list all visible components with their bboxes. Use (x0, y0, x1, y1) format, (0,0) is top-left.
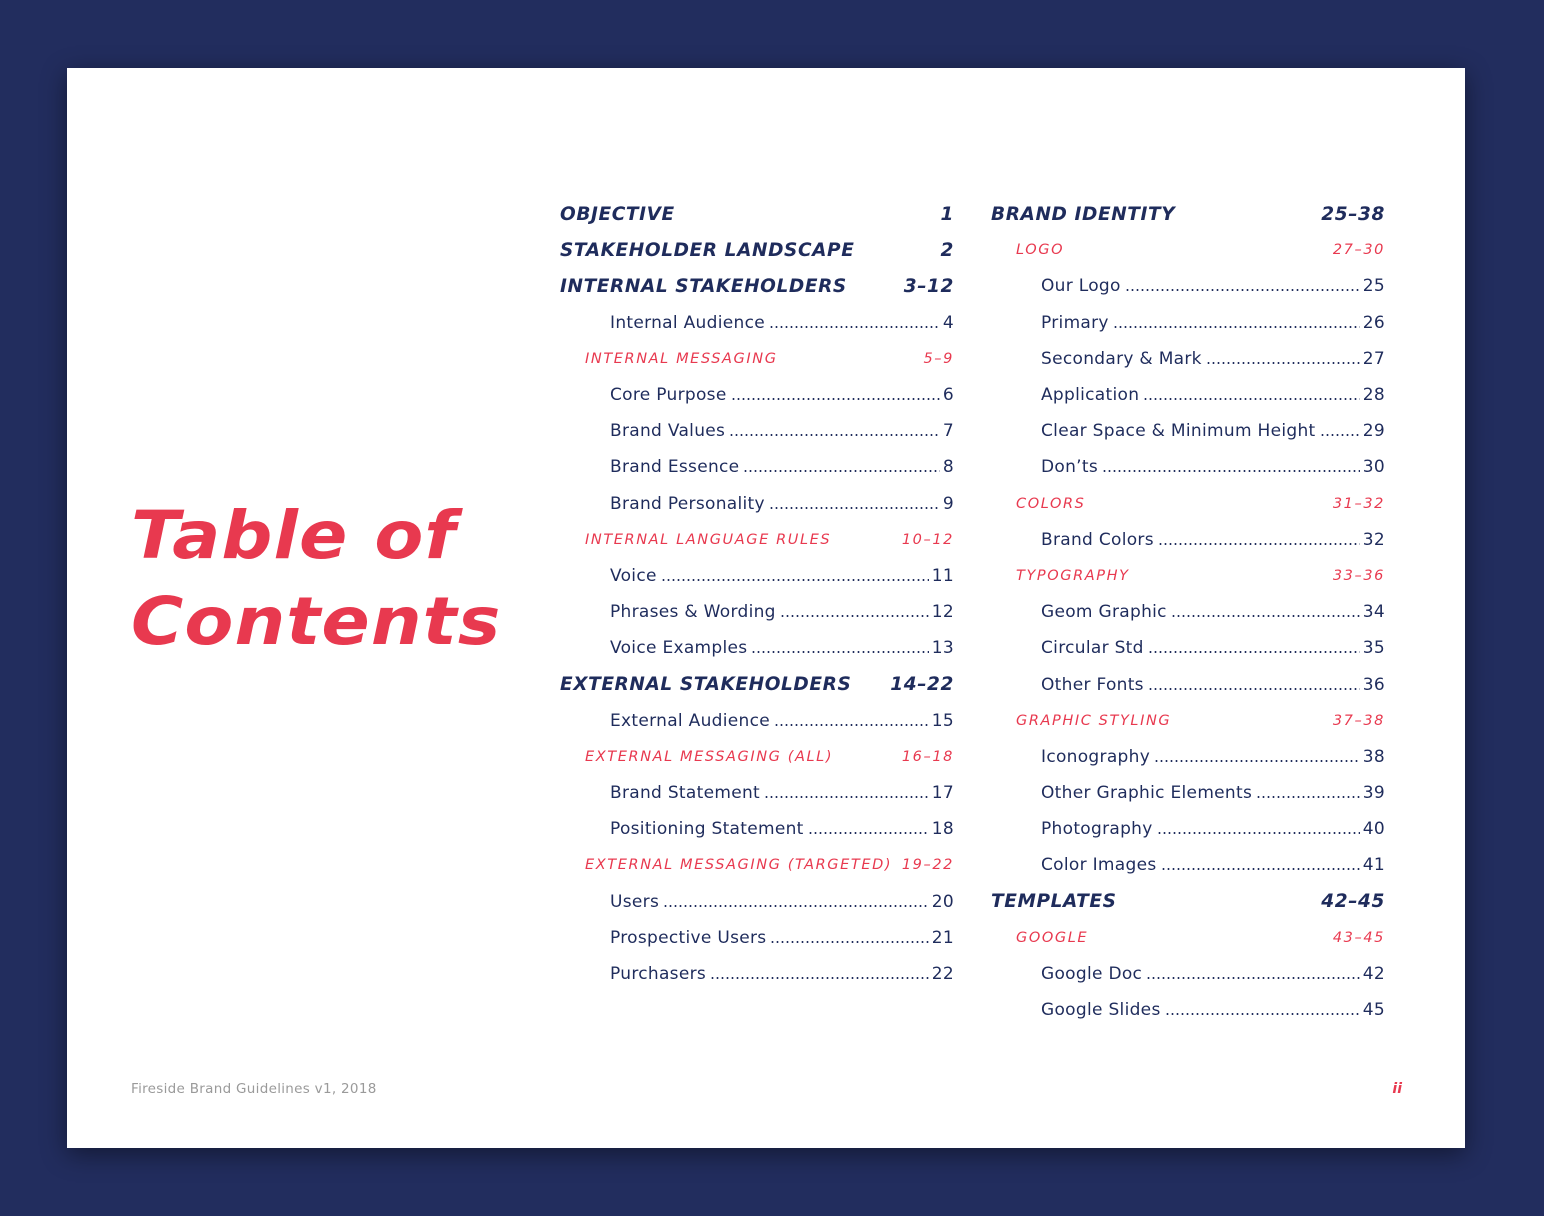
dot-leader (1125, 289, 1360, 291)
toc-entry-label: External Audience (610, 710, 770, 731)
toc-entry-page: 36 (1362, 674, 1385, 695)
toc-entry-label: Google Slides (1041, 1000, 1161, 1021)
toc-entry-label: EXTERNAL MESSAGING (ALL) (585, 748, 834, 765)
toc-entry-label: Brand Essence (610, 457, 740, 478)
dot-leader (1143, 398, 1359, 400)
toc-entry-page: 11 (931, 565, 954, 586)
toc-entry (991, 992, 1385, 1028)
toc-entry (560, 413, 954, 449)
toc-entry-page: 27 (1362, 348, 1385, 369)
toc-entry-label: Primary (1041, 312, 1109, 333)
toc-entry-page: 4 (942, 312, 954, 333)
toc-entry-label: Don’ts (1041, 457, 1098, 478)
toc-entry-page: 25–38 (1321, 203, 1385, 225)
toc-entry-label: INTERNAL STAKEHOLDERS (560, 275, 847, 297)
toc-entry-page: 30 (1362, 457, 1385, 478)
toc-entry (991, 630, 1385, 666)
toc-entry-label: OBJECTIVE (560, 203, 675, 225)
toc-entry (991, 268, 1385, 304)
toc-entry-label: Brand Personality (610, 493, 765, 514)
toc-entry-page: 40 (1362, 819, 1385, 840)
toc-entry-page: 28 (1362, 385, 1385, 406)
toc-section-heading (560, 196, 954, 232)
dot-leader (710, 977, 929, 979)
toc-entry-label: BRAND IDENTITY (991, 203, 1176, 225)
toc-entry-page: 15 (931, 710, 954, 731)
toc-entry-page: 22 (931, 964, 954, 985)
toc-section-heading (560, 268, 954, 304)
toc-entry-label: Secondary & Mark (1041, 348, 1202, 369)
toc-entry-page: 39 (1362, 783, 1385, 804)
toc-entry (560, 811, 954, 847)
toc-entry-label: Application (1041, 385, 1140, 406)
toc-entry-page: 33–36 (1332, 567, 1385, 584)
toc-entry-label: Core Purpose (610, 385, 727, 406)
toc-entry (991, 522, 1385, 558)
toc-entry-page: 35 (1362, 638, 1385, 659)
toc-entry (560, 449, 954, 485)
dot-leader (769, 326, 940, 328)
toc-entry-page: 6 (942, 385, 954, 406)
toc-entry-label: Other Fonts (1041, 674, 1144, 695)
toc-entry-label: EXTERNAL MESSAGING (TARGETED) (585, 857, 893, 874)
toc-entry-page: 38 (1362, 746, 1385, 767)
toc-entry-page: 13 (931, 638, 954, 659)
toc-subsection-heading (560, 341, 954, 377)
footer-text: Fireside Brand Guidelines v1, 2018 (131, 1081, 377, 1097)
toc-entry (560, 558, 954, 594)
toc-section-heading (560, 232, 954, 268)
toc-entry-page: 9 (942, 493, 954, 514)
toc-entry-page: 18 (931, 819, 954, 840)
toc-entry-label: Positioning Statement (610, 819, 804, 840)
dot-leader (1154, 760, 1360, 762)
toc-entry (991, 594, 1385, 630)
dot-leader (1148, 651, 1360, 653)
toc-section-heading (560, 666, 954, 702)
toc-entry-page: 19–22 (901, 857, 954, 874)
toc-entry-label: Photography (1041, 819, 1153, 840)
dot-leader (1148, 688, 1360, 690)
dot-leader (1161, 868, 1360, 870)
toc-entry (560, 305, 954, 341)
toc-entry-label: Phrases & Wording (610, 602, 776, 623)
toc-entry-page: 41 (1362, 855, 1385, 876)
toc-entry-page: 32 (1362, 529, 1385, 550)
toc-entry (560, 594, 954, 630)
toc-entry-label: LOGO (1016, 242, 1065, 259)
dot-leader (1171, 615, 1360, 617)
toc-entry-label: TYPOGRAPHY (1016, 567, 1130, 584)
dot-leader (1146, 977, 1360, 979)
toc-entry-label: Our Logo (1041, 276, 1121, 297)
toc-entry-page: 43–45 (1332, 929, 1385, 946)
dot-leader (770, 941, 928, 943)
toc-entry-label: GOOGLE (1016, 929, 1089, 946)
toc-entry (991, 449, 1385, 485)
toc-subsection-heading (991, 486, 1385, 522)
dot-leader (1102, 470, 1360, 472)
toc-subsection-heading (560, 847, 954, 883)
toc-entry-label: Prospective Users (610, 927, 767, 948)
toc-entry-page: 10–12 (901, 531, 954, 548)
toc-entry-page: 12 (931, 602, 954, 623)
toc-entry (991, 811, 1385, 847)
toc-entry-page: 16–18 (901, 748, 954, 765)
title-line-2: Contents (131, 583, 502, 660)
toc-entry-label: STAKEHOLDER LANDSCAPE (560, 239, 855, 261)
toc-entry-label: Internal Audience (610, 312, 765, 333)
toc-subsection-heading (991, 703, 1385, 739)
dot-leader (1113, 326, 1360, 328)
toc-entry-label: COLORS (1016, 495, 1086, 512)
toc-entry-label: Voice (610, 565, 657, 586)
toc-entry-page: 29 (1362, 421, 1385, 442)
toc-entry-page: 1 (940, 203, 954, 225)
toc-entry (560, 775, 954, 811)
toc-entry-page: 42 (1362, 964, 1385, 985)
toc-entry-page: 26 (1362, 312, 1385, 333)
dot-leader (774, 724, 929, 726)
dot-leader (661, 579, 929, 581)
toc-entry-label: Circular Std (1041, 638, 1144, 659)
toc-column-right (991, 196, 1385, 1028)
dot-leader (764, 796, 929, 798)
toc-entry (991, 413, 1385, 449)
toc-entry (560, 486, 954, 522)
toc-entry (991, 956, 1385, 992)
dot-leader (808, 832, 929, 834)
dot-leader (663, 905, 929, 907)
toc-entry-label: INTERNAL MESSAGING (585, 350, 778, 367)
toc-entry-label: Clear Space & Minimum Height (1041, 421, 1316, 442)
dot-leader (780, 615, 929, 617)
toc-entry-page: 17 (931, 783, 954, 804)
dot-leader (1320, 434, 1360, 436)
dot-leader (1256, 796, 1360, 798)
dot-leader (1165, 1013, 1360, 1015)
toc-subsection-heading (560, 522, 954, 558)
toc-entry-page: 37–38 (1332, 712, 1385, 729)
toc-entry (560, 920, 954, 956)
toc-entry (991, 341, 1385, 377)
toc-entry-page: 20 (931, 891, 954, 912)
toc-entry (991, 775, 1385, 811)
toc-section-heading (991, 196, 1385, 232)
toc-entry (991, 666, 1385, 702)
toc-entry-label: Google Doc (1041, 964, 1143, 985)
toc-entry-page: 3–12 (903, 275, 954, 297)
toc-entry-label: Voice Examples (610, 638, 748, 659)
dot-leader (1206, 362, 1360, 364)
toc-entry (560, 956, 954, 992)
document-page (67, 68, 1465, 1148)
page-number: ii (1392, 1081, 1402, 1097)
toc-entry (560, 377, 954, 413)
dot-leader (729, 434, 940, 436)
toc-entry-label: Geom Graphic (1041, 602, 1167, 623)
dot-leader (769, 507, 940, 509)
toc-entry-page: 34 (1362, 602, 1385, 623)
toc-entry (991, 739, 1385, 775)
toc-entry-label: Brand Statement (610, 783, 760, 804)
toc-entry-label: Iconography (1041, 746, 1151, 767)
toc-subsection-heading (560, 739, 954, 775)
toc-entry-page: 5–9 (923, 350, 954, 367)
dot-leader (731, 398, 940, 400)
toc-entry-label: Brand Colors (1041, 529, 1154, 550)
page-title (131, 493, 501, 665)
toc-subsection-heading (991, 920, 1385, 956)
toc-subsection-heading (991, 232, 1385, 268)
toc-entry-label: Purchasers (610, 964, 707, 985)
dot-leader (751, 651, 928, 653)
toc-entry-page: 25 (1362, 276, 1385, 297)
toc-entry-page: 8 (942, 457, 954, 478)
toc-entry (560, 630, 954, 666)
toc-entry-page: 2 (940, 239, 954, 261)
toc-section-heading (991, 884, 1385, 920)
toc-entry-label: Color Images (1041, 855, 1157, 876)
toc-entry-label: INTERNAL LANGUAGE RULES (585, 531, 832, 548)
toc-subsection-heading (991, 558, 1385, 594)
toc-entry-label: EXTERNAL STAKEHOLDERS (560, 674, 852, 696)
dot-leader (743, 470, 939, 472)
toc-entry-page: 31–32 (1332, 495, 1385, 512)
toc-entry-page: 7 (942, 421, 954, 442)
toc-entry-label: Brand Values (610, 421, 726, 442)
toc-entry-page: 45 (1362, 1000, 1385, 1021)
dot-leader (1157, 832, 1360, 834)
toc-entry (560, 884, 954, 920)
toc-entry-label: Users (610, 891, 660, 912)
toc-entry-page: 14–22 (890, 674, 954, 696)
toc-entry-label: Other Graphic Elements (1041, 783, 1253, 804)
toc-entry (991, 377, 1385, 413)
toc-entry-page: 21 (931, 927, 954, 948)
toc-entry-page: 27–30 (1332, 242, 1385, 259)
toc-entry (560, 703, 954, 739)
toc-entry-page: 42–45 (1321, 891, 1385, 913)
toc-entry (991, 847, 1385, 883)
title-line-1: Table of (131, 497, 457, 574)
toc-column-left (560, 196, 954, 992)
toc-entry-label: GRAPHIC STYLING (1016, 712, 1172, 729)
toc-entry (991, 305, 1385, 341)
dot-leader (1158, 543, 1360, 545)
toc-entry-label: TEMPLATES (991, 891, 1117, 913)
